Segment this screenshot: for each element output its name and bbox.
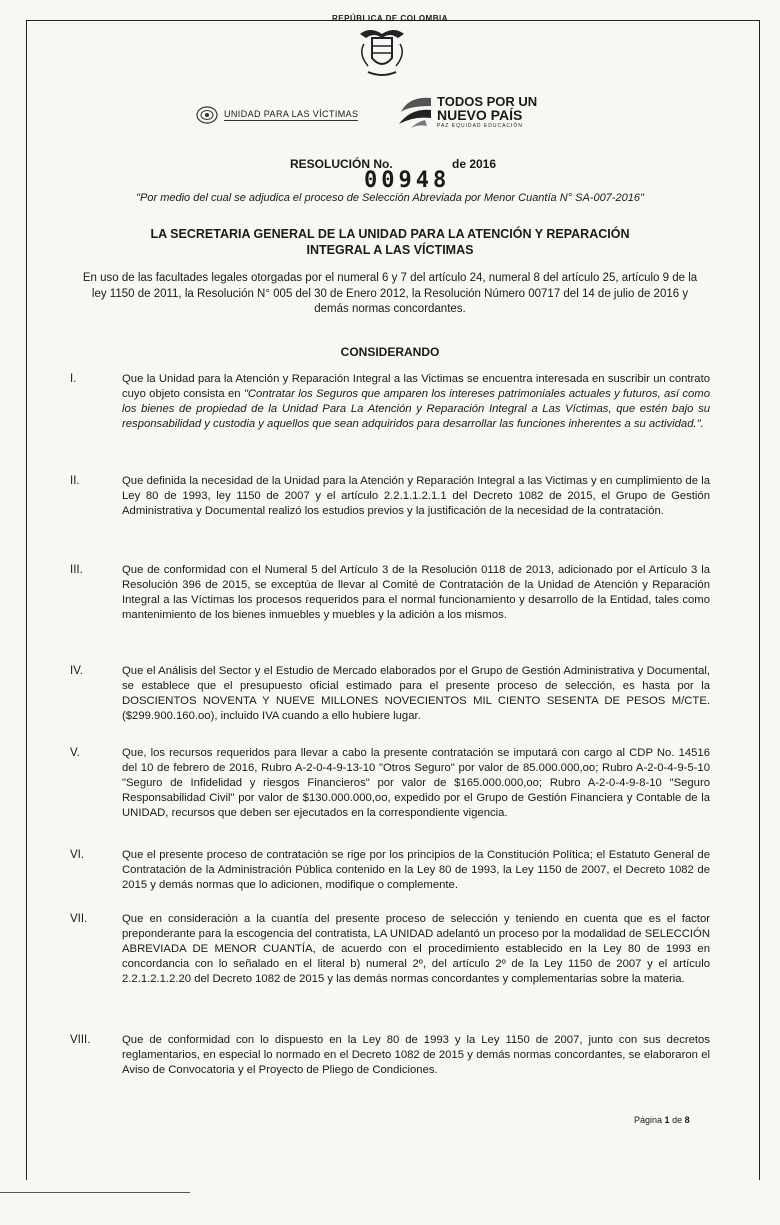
clause-number: VI. — [70, 849, 85, 861]
unidad-logo-text: UNIDAD PARA LAS VÍCTIMAS — [224, 109, 359, 119]
preamble: En uso de las facultades legales otorgadas por el numeral 6 y 7 del artículo 24, numeral 8 del artículo 25, artículo 9 de la ley 1150 de 2011, la Resolución N° 005 del 30 de Enero 2012, la Resolución Número 00717 del 14 de julio de 2016 y demás normas concordantes. — [82, 272, 698, 316]
clause-number: II. — [70, 475, 80, 487]
resolution-subject: "Por medio del cual se adjudica el proceso de Selección Abreviada por Menor Cuantía N° SA-007-2016" — [136, 192, 644, 204]
clause-4 — [70, 664, 710, 724]
clause-number: VIII. — [70, 1034, 91, 1046]
logo-line-3: PAZ EQUIDAD EDUCACIÓN — [437, 123, 523, 129]
logo-line-2: NUEVO PAÍS — [437, 107, 523, 123]
clause-text: Que en consideración a la cuantía del presente proceso de selección y teniendo en cuenta que es el factor preponderante para la escogencia del contratista, LA UNIDAD adelantó un proceso por la modalidad de SELECCIÓN ABREVIADA DE MENOR CUANTÍA, de acuerdo con el procedimiento establecido en la Ley 80 de 1993 en concordancia con lo señalado en el literal b) numeral 2º, del artículo 2º de la Ley 1150 de 2007 y el artículo 2.2.1.2.1.2.20 del Decreto 1082 de 2015 y las demás normas concordantes y complementarias sobre la materia. — [122, 913, 710, 985]
clause-8 — [70, 1033, 710, 1078]
clause-number: III. — [70, 564, 83, 576]
considerando-heading: CONSIDERANDO — [340, 345, 440, 359]
footer-divider — [0, 1192, 190, 1193]
clause-number: V. — [70, 747, 80, 759]
clause-number: IV. — [70, 665, 84, 677]
clause-text: Que el presente proceso de contratación se rige por los principios de la Constitución Política; el Estatuto General de Contratación de la Administración Pública contenido en la Ley 80 de 1993, la Ley 1150 de 2007, el Decreto 1082 de 2015 y demás normas que lo adicionen, modifique o complemente. — [122, 849, 710, 891]
resolution-number: 00948 — [364, 168, 451, 193]
logo-line-1: TODOS POR UN — [437, 94, 538, 109]
page-number: Página 1 de 8 — [634, 1115, 690, 1125]
clause-text: Que definida la necesidad de la Unidad para la Atención y Reparación Integral a las Victimas y en cumplimiento de la Ley 80 de 1993, ley 1150 de 2007 y el artículo 2.2.1.1.2.1.1 del Decreto 1082 de 2015, el Grupo de Gestión Administrativa y Documental realizó los estudios previos y la justificación de la necesidad de la contratación. — [122, 475, 710, 517]
clause-5 — [70, 746, 710, 821]
clause-text: Que la Unidad para la Atención y Reparación Integral a las Victimas se encuentra interesada en suscribir un contrato cuyo objeto consista en "Contratar los Seguros que amparen los intereses patrimoniales actuales y futuros, así como los bienes de propiedad de la Unidad Para La Atención y Reparación Integral a Las Víctimas, que estén bajo su responsabilidad y custodia y aquellos que sean adquiridos para desarrollar las funciones inherentes a su actividad.". — [122, 373, 710, 430]
swoosh-icon — [395, 94, 433, 130]
clause-text: Que el Análisis del Sector y el Estudio de Mercado elaborados por el Grupo de Gestión Administrativa y Documental, se establece que el presupuesto oficial estimado para el presente proceso de selección, es hasta por la DOSCIENTOS NOVENTA Y NUEVE MILLONES NOVECIENTOS MIL CIENTO SESENTA DE PESOS M/CTE. ($299.900.160.oo), incluido IVA cuando a ello hubiere lugar. — [122, 665, 710, 722]
seal-icon — [196, 106, 218, 124]
header-logos — [190, 94, 570, 138]
resolution-label: RESOLUCIÓN No. — [290, 157, 393, 171]
resolution-year: de 2016 — [452, 157, 497, 171]
unidad-victimas-logo — [196, 106, 358, 124]
clause-2 — [70, 474, 710, 519]
clause-text: Que, los recursos requeridos para llevar a cabo la presente contratación se imputará con cargo al CDP No. 14516 del 10 de febrero de 2016, Rubro A-2-0-4-9-13-10 "Otros Seguro" por valor de 85.000.000,oo; Rubro A-2-0-4-9-5-10 "Seguro de Infidelidad y riesgos Financieros" por valor de $165.000.000,oo; Rubro A-2-0-4-9-8-10 "Seguro Responsabilidad Civil" por valor de $130.000.000,oo, expedido por el Grupo de Gestión Financiera y Contable de la UNIDAD, recursos que deben ser ejecutados en la correspondiente vigencia. — [122, 747, 710, 819]
clause-number: VII. — [70, 913, 88, 925]
clause-1 — [70, 372, 710, 432]
republic-heading: REPÚBLICA DE COLOMBIA — [332, 14, 448, 23]
clause-6 — [70, 848, 710, 893]
todos-por-un-nuevo-pais-logo — [395, 94, 537, 130]
document-heading: LA SECRETARIA GENERAL DE LA UNIDAD PARA LA ATENCIÓN Y REPARACIÓN INTEGRAL A LAS VÍCTIMAS — [150, 227, 630, 258]
clause-text: Que de conformidad con el Numeral 5 del Artículo 3 de la Resolución 0118 de 2013, adicionado por el Artículo 3 la Resolución 396 de 2015, se exceptúa de llevar al Comité de Contratación de la Unidad de Atención y Reparación Integral a las Víctimas los procesos requeridos para el normal funcionamiento y desarrollo de la Entidad, tales como mantenimiento de los bienes inmuebles y muebles y la adición a los mismos. — [122, 564, 710, 621]
clause-3 — [70, 563, 710, 623]
clause-number: I. — [70, 373, 77, 385]
coat-of-arms-icon — [354, 24, 410, 80]
clause-text: Que de conformidad con lo dispuesto en la Ley 80 de 1993 y la Ley 1150 de 2007, junto con sus decretos reglamentarios, en especial lo normado en el Decreto 1082 de 2015 y demás normas concordantes, se elaboraron el Aviso de Convocatoria y el Proyecto de Pliego de Condiciones. — [122, 1034, 710, 1076]
clause-quote: "Contratar los Seguros que amparen los intereses patrimoniales actuales y futuros, así como los bienes de propiedad de la Unidad Para La Atención y Reparación Integral a Las Víctimas, que estén bajo su responsabilidad y custodia y aquellos que sean adquiridos para desarrollar las funciones inherentes a su actividad.". — [122, 387, 710, 430]
clause-7 — [70, 912, 710, 987]
